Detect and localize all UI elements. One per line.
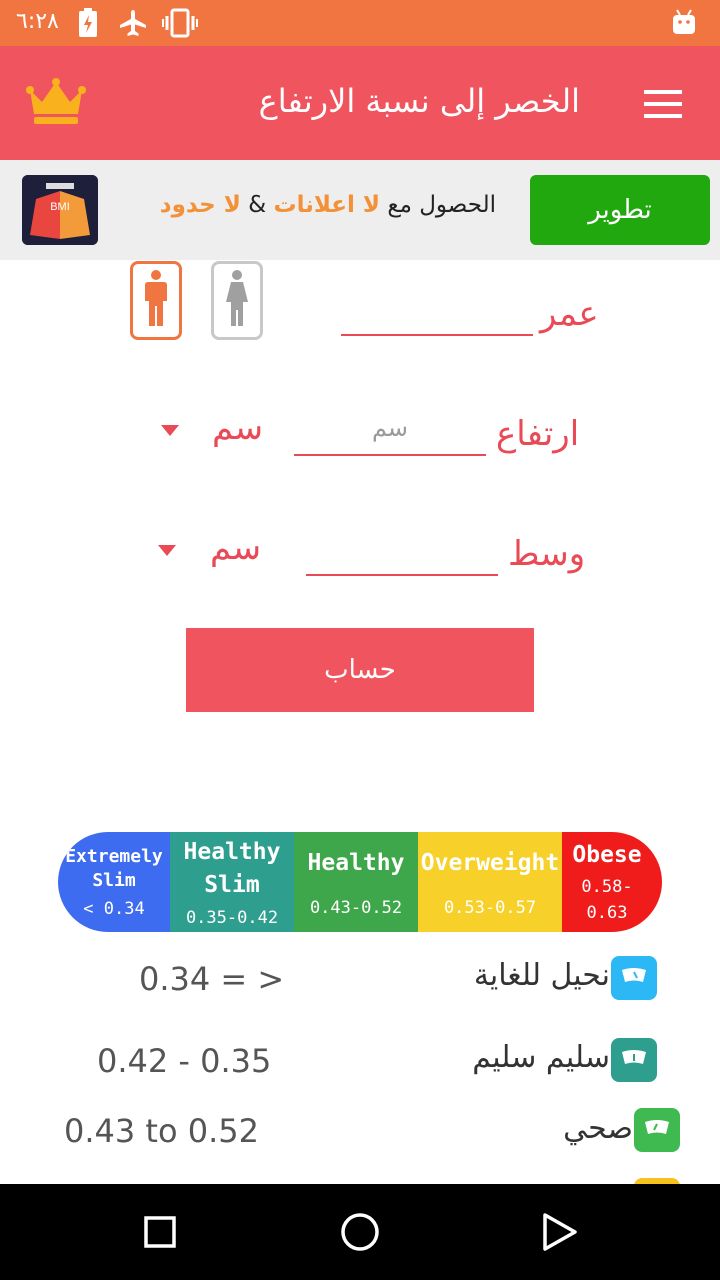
- female-icon: [224, 270, 250, 332]
- promo-prefix: الحصول مع: [387, 192, 496, 218]
- crown-icon[interactable]: [26, 76, 86, 130]
- male-icon: [143, 270, 169, 332]
- home-icon[interactable]: [340, 1212, 380, 1256]
- scale-range: 0.43-0.52: [309, 897, 403, 918]
- legend-value: 0.34 = >: [139, 960, 285, 998]
- scale-range: 0.53-0.57: [443, 897, 537, 918]
- scale-name: Obese: [572, 841, 642, 868]
- scale-range: 0.58- 0.63: [581, 876, 633, 923]
- scale-segment-healthy: [294, 832, 418, 932]
- scale-icon: [611, 1038, 657, 1082]
- scale-name: Slim: [204, 872, 260, 898]
- legend-label: نحيل للغاية: [473, 958, 610, 993]
- legend-value: 0.42 - 0.35: [97, 1042, 272, 1080]
- scale-name: Slim: [92, 870, 136, 891]
- calculate-button[interactable]: حساب: [186, 628, 534, 712]
- android-icon: [672, 8, 696, 40]
- status-time: ٦:٢٨: [16, 9, 59, 34]
- waist-unit-dropdown-icon[interactable]: [158, 545, 176, 556]
- legend-label: سليم سليم: [472, 1040, 610, 1075]
- recents-icon[interactable]: [144, 1216, 176, 1252]
- waist-label: وسط: [508, 534, 586, 574]
- app-promo-icon[interactable]: [22, 175, 98, 245]
- promo-amp: &: [248, 192, 267, 218]
- promo-no-ads: لا اعلانات: [273, 192, 381, 218]
- scale-segment-obese: [562, 832, 662, 932]
- back-icon[interactable]: [540, 1212, 580, 1256]
- scale-range: 0.35-0.42: [185, 908, 279, 928]
- height-unit-select[interactable]: سم: [212, 408, 264, 448]
- scale-range: < 0.34: [83, 899, 145, 919]
- status-bar: [0, 0, 720, 46]
- age-input[interactable]: [341, 334, 533, 336]
- scale-name: Healthy: [307, 849, 405, 876]
- scale-icon: [634, 1108, 680, 1152]
- vibrate-icon: [162, 8, 198, 42]
- waist-unit-select[interactable]: سم: [210, 528, 262, 568]
- scale-segment-overweight: [418, 832, 562, 932]
- airplane-icon: [118, 8, 148, 42]
- system-nav-bar: [0, 1184, 720, 1280]
- page-title: الخصر إلى نسبة الارتفاع: [258, 82, 580, 120]
- legend-value: 0.43 to 0.52: [64, 1112, 259, 1150]
- scale-name: Overweight: [420, 849, 560, 876]
- male-gender-button[interactable]: [130, 261, 182, 340]
- scale-name: Healthy: [183, 839, 281, 865]
- promo-icon-label: BMI: [50, 201, 70, 213]
- scale-segment-healthy-slim: [170, 832, 294, 932]
- whtr-scale: [58, 832, 662, 932]
- waist-input[interactable]: [306, 574, 498, 576]
- upgrade-button[interactable]: تطوير: [530, 175, 710, 245]
- age-label: عمر: [540, 294, 599, 334]
- app-bar: [0, 46, 720, 160]
- scale-name: Extremely: [65, 846, 163, 867]
- promo-text: [112, 192, 496, 218]
- promo-banner: [0, 160, 720, 260]
- legend-label: صحي: [563, 1111, 633, 1146]
- scale-segment-extremely-slim: [58, 832, 170, 932]
- scale-icon: [611, 956, 657, 1000]
- height-unit-dropdown-icon[interactable]: [161, 425, 179, 436]
- female-gender-button[interactable]: [211, 261, 263, 340]
- height-input[interactable]: سم: [371, 414, 409, 442]
- height-input-underline: [294, 454, 486, 456]
- height-label: ارتفاع: [496, 414, 580, 454]
- battery-charging-icon: [78, 8, 98, 42]
- menu-icon[interactable]: [644, 90, 684, 122]
- promo-no-limits: لا حدود: [159, 192, 241, 218]
